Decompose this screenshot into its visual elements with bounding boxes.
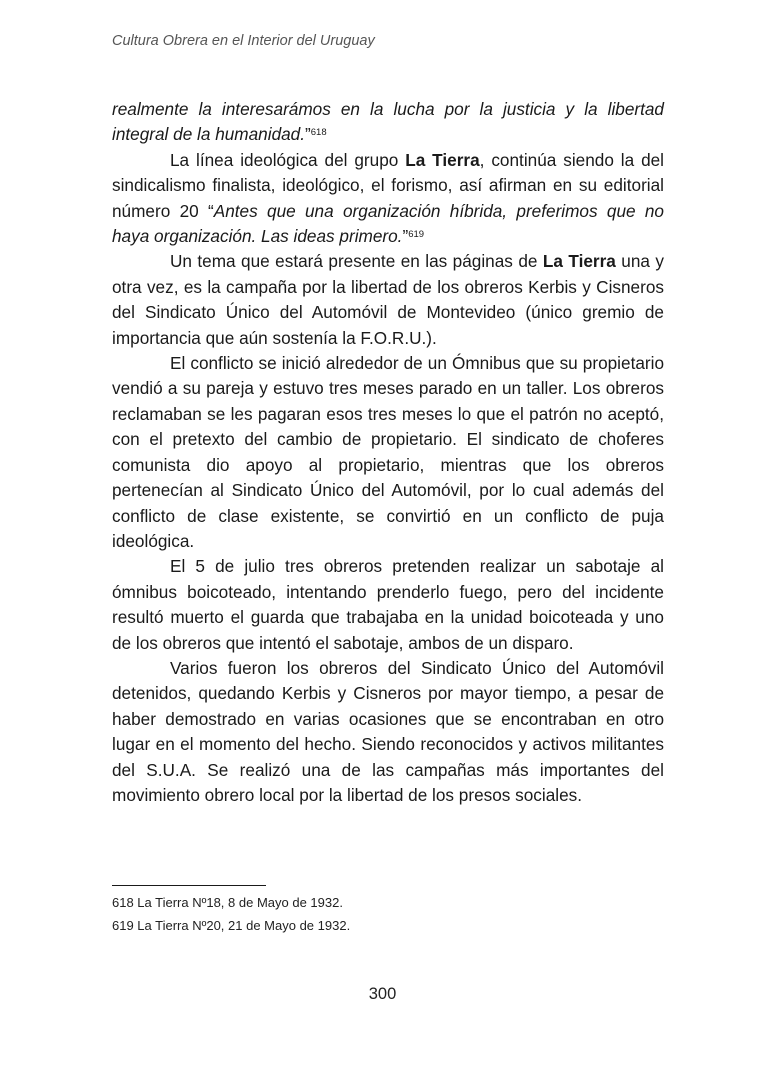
footnote-ref-619: 619: [408, 229, 425, 241]
text-run: Un tema que estará presente en las páginas de: [170, 251, 543, 272]
quote-italic: Antes que una organización híbrida, preferimos que no haya organización. Las ideas primero.: [112, 200, 664, 247]
footnote-618: 618 La Tierra Nº18, 8 de Mayo de 1932.: [112, 895, 343, 910]
paragraph-5: El 5 de julio tres obreros pretenden realizar un sabotaje al ómnibus boicoteado, intentando prenderlo fuego, pero del incidente resultó muerto el guarda que trabajaba en la unidad boicoteada y uno de los obreros que intentó el sabotaje, ambos de un disparo.: [112, 556, 664, 653]
quote-close: ”: [305, 124, 311, 145]
footnote-separator: [112, 885, 266, 886]
running-header: Cultura Obrera en el Interior del Uruguay: [112, 33, 375, 49]
quote-italic: realmente la interesarámos en la lucha por la justicia y la libertad integral de la humanidad.: [112, 99, 664, 145]
paragraph-6: Varios fueron los obreros del Sindicato Único del Automóvil detenidos, quedando Kerbis y Cisneros por mayor tiempo, a pesar de haber demostrado en varias ocasiones que se encontraban en otro lugar en el momento del hecho. Siendo reconocidos y activos militantes del S.U.A. Se realizó una de las campañas más importantes del movimiento obrero local por la libertad de los presos sociales.: [112, 657, 664, 805]
text-run: , continúa siendo la del sindicalismo finalista, ideológico, el forismo, así afirman en su editorial número 20 “: [112, 149, 665, 221]
body-text: [112, 97, 664, 808]
paragraph-4: El conflicto se inició alrededor de un Ómnibus que su propietario vendió a su pareja y estuvo tres meses parado en un taller. Los obreros reclamaban se les pagaran esos tres meses lo que el patrón no aceptó, con el pretexto del cambio de propietario. El sindicato de choferes comunista dio apoyo al propietario, mientras que los obreros pertenecían al Sindicato Único del Automóvil, por lo cual además del conflicto de clase existente, se convirtió en un conflicto de puja ideológica.: [112, 353, 664, 551]
paragraph-2: [112, 148, 664, 250]
quote-close: ”: [402, 226, 409, 247]
newspaper-name: La Tierra: [542, 251, 616, 272]
paragraph-3: [112, 249, 664, 351]
page-number: 300: [368, 985, 397, 1003]
newspaper-name: La Tierra: [405, 149, 480, 170]
footnote-619: 619 La Tierra Nº20, 21 de Mayo de 1932.: [112, 918, 351, 933]
text-run: La línea ideológica del grupo: [170, 149, 406, 170]
paragraph-1: [112, 97, 664, 148]
footnote-ref-618: 618: [310, 127, 327, 139]
text-run: una y otra vez, es la campaña por la libertad de los obreros Kerbis y Cisneros del Sindicato Único del Automóvil de Montevideo (único gremio de importancia que aún sostenía la F.O.R.U.).: [112, 251, 665, 348]
footnotes: [112, 891, 350, 937]
